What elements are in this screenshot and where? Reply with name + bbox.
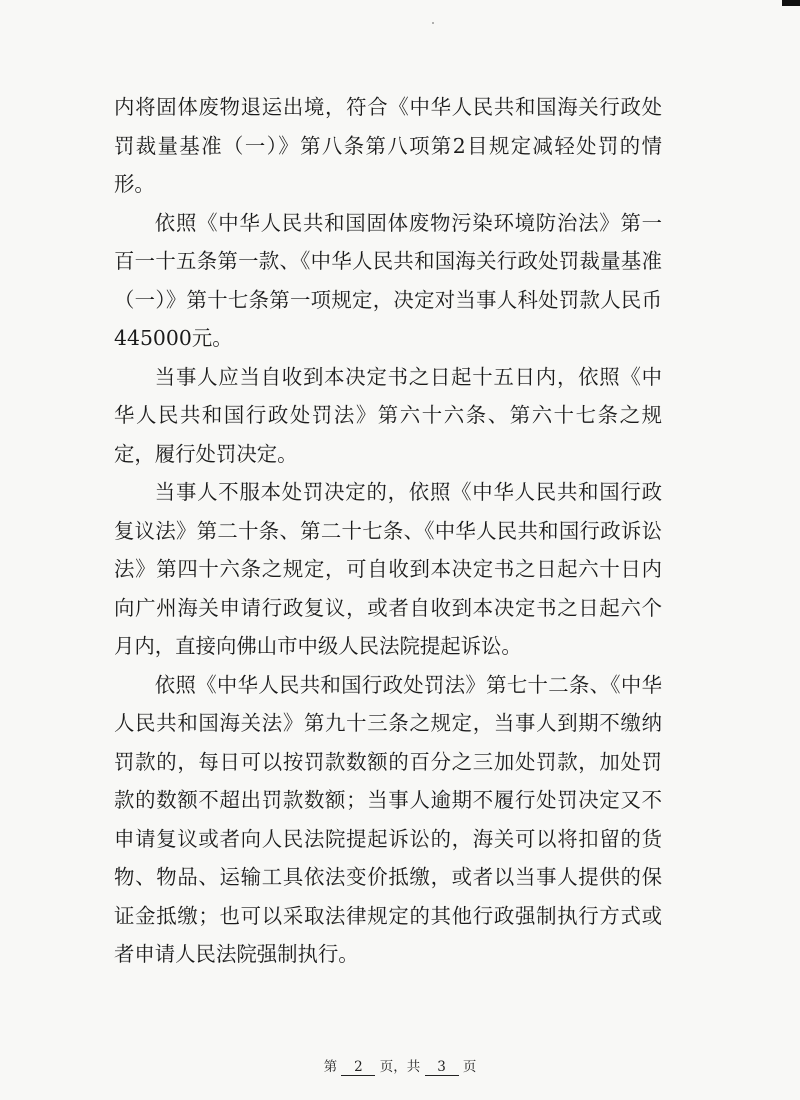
scan-corner-mark: [782, 0, 800, 6]
page-footer: [0, 1058, 800, 1076]
paragraph-payment-deadline: 当事人应当自收到本决定书之日起十五日内，依照《中华人民共和国行政处罚法》第六十六条、第六十七条之规定，履行处罚决定。: [114, 364, 662, 466]
paragraph-mitigation-circumstance: 内将固体废物退运出境，符合《中华人民共和国海关行政处罚裁量基准（一）》第八条第八项第2目规定减轻处罚的情形。: [114, 95, 662, 196]
paragraph-penalty-decision: 依照《中华人民共和国固体废物污染环境防治法》第一百一十五条第一款、《中华人民共和国海关行政处罚裁量基准（一）》第十七条第一项规定，决定对当事人科处罚款人民币445000元。: [114, 210, 662, 350]
footer-page-total: 3: [425, 1059, 459, 1076]
footer-middle: 页，共: [379, 1059, 421, 1075]
paragraph-enforcement: 依照《中华人民共和国行政处罚法》第七十二条、《中华人民共和国海关法》第九十三条之规定，当事人到期不缴纳罚款的，每日可以按罚款数额的百分之三加处罚款，加处罚款的数额不超出罚款数额；当事人逾期不履行处罚决定又不申请复议或者向人民法院提起诉讼的，海关可以将扣留的货物、物品、运输工具依法变价抵缴，或者以当事人提供的保证金抵缴；也可以采取法律规定的其他行政强制执行方式或者申请人民法院强制执行。: [114, 672, 662, 966]
footer-suffix: 页: [462, 1059, 477, 1075]
footer-prefix: 第: [323, 1059, 338, 1075]
paragraph-appeal-rights: 当事人不服本处罚决定的，依照《中华人民共和国行政复议法》第二十条、第二十七条、《中华人民共和国行政诉讼法》第四十六条之规定，可自收到本决定书之日起六十日内向广州海关申请行政复议，或者自收到本决定书之日起六个月内，直接向佛山市中级人民法院提起诉讼。: [114, 480, 662, 658]
scan-speck: [432, 22, 434, 24]
footer-page-current: 2: [341, 1059, 375, 1076]
document-body: [114, 88, 662, 974]
